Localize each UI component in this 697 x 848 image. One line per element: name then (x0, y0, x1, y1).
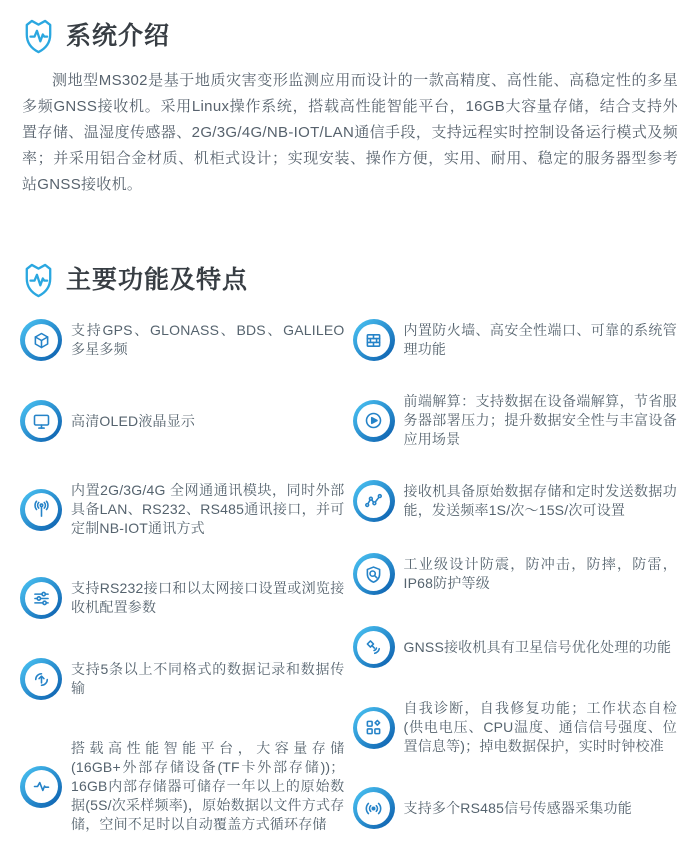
data-transfer-icon (20, 658, 62, 700)
intro-section-header (20, 16, 677, 58)
features-column-left (20, 319, 345, 834)
broadcast-icon (353, 787, 395, 829)
intro-section-title: 系统介绍 (66, 22, 171, 51)
feature-item (20, 658, 345, 700)
features-section-title: 主要功能及特点 (66, 266, 249, 295)
feature-text: 搭载高性能智能平台，大容量存储(16GB+外部存储设备(TF卡外部存储))；16GB内部存储器可储存一年以上的原始数据(5S/次采样频率)，原始数据以文件方式存储，空间不足时以自动覆盖方式循环存储 (71, 740, 345, 832)
firewall-icon (353, 319, 395, 361)
features-grid (20, 319, 677, 834)
pulse-icon (20, 766, 62, 808)
feature-text: 支持多个RS485信号传感器采集功能 (403, 799, 632, 816)
shield-pulse-icon (20, 16, 57, 58)
shield-search-icon (353, 553, 395, 595)
feature-item (20, 739, 345, 834)
feature-item (20, 481, 345, 538)
satellite-icon (353, 626, 395, 668)
feature-item (353, 787, 678, 829)
chart-nodes-icon (353, 480, 395, 522)
feature-item (353, 392, 678, 449)
feature-text: GNSS接收机具有卫星信号优化处理的功能 (403, 638, 672, 655)
feature-item (20, 319, 345, 361)
intro-paragraph: 测地型MS302是基于地质灾害变形监测应用而设计的一款高精度、高性能、高稳定性的多星多频GNSS接收机。采用Linux操作系统，搭载高性能智能平台，16GB大容量存储，结合支持外置存储、温湿度传感器、2G/3G/4G/NB-IOT/LAN通信手段，支持远程实时控制设备运行模式及频率；并采用铝合金材质、机柜式设计；实现安装、操作方便，实用、耐用、稳定的服务器型参考站GNSS接收机。 (22, 72, 678, 193)
feature-text: 工业级设计防震，防冲击，防摔，防雷，IP68防护等级 (403, 556, 677, 591)
feature-text: 自我诊断，自我修复功能；工作状态自检(供电电压、CPU温度、通信信号强度、位置信息等)；掉电数据保护，实时时钟校准 (403, 700, 677, 754)
cube-icon (20, 319, 62, 361)
feature-text: 内置防火墙、高安全性端口、可靠的系统管理功能 (403, 322, 677, 357)
shield-pulse-icon (20, 260, 57, 302)
feature-item (20, 577, 345, 619)
features-section-header (20, 260, 677, 302)
feature-text: 内置2G/3G/4G 全网通通讯模块，同时外部具备LAN、RS232、RS485通讯接口，并可定制NB-IOT通讯方式 (71, 482, 345, 536)
feature-text: 支持GPS、GLONASS、BDS、GALILEO多星多频 (71, 322, 345, 357)
feature-text: 高清OLED液晶显示 (71, 412, 196, 429)
blocks-icon (353, 707, 395, 749)
feature-text: 支持RS232接口和以太网接口设置或浏览接收机配置参数 (71, 580, 345, 615)
feature-item (353, 553, 678, 595)
feature-item (353, 480, 678, 522)
monitor-icon (20, 400, 62, 442)
sliders-icon (20, 577, 62, 619)
feature-item (353, 319, 678, 361)
feature-text: 接收机具备原始数据存储和定时发送数据功能，发送频率1S/次～15S/次可设置 (403, 483, 677, 518)
feature-item (353, 626, 678, 668)
antenna-signal-icon (20, 489, 62, 531)
play-circle-icon (353, 400, 395, 442)
features-column-right (353, 319, 678, 834)
feature-text: 前端解算：支持数据在设备端解算，节省服务器部署压力；提升数据安全性与丰富设备应用场景 (403, 393, 677, 447)
feature-text: 支持5条以上不同格式的数据记录和数据传输 (71, 661, 345, 696)
feature-item (353, 699, 678, 756)
feature-item (20, 400, 345, 442)
